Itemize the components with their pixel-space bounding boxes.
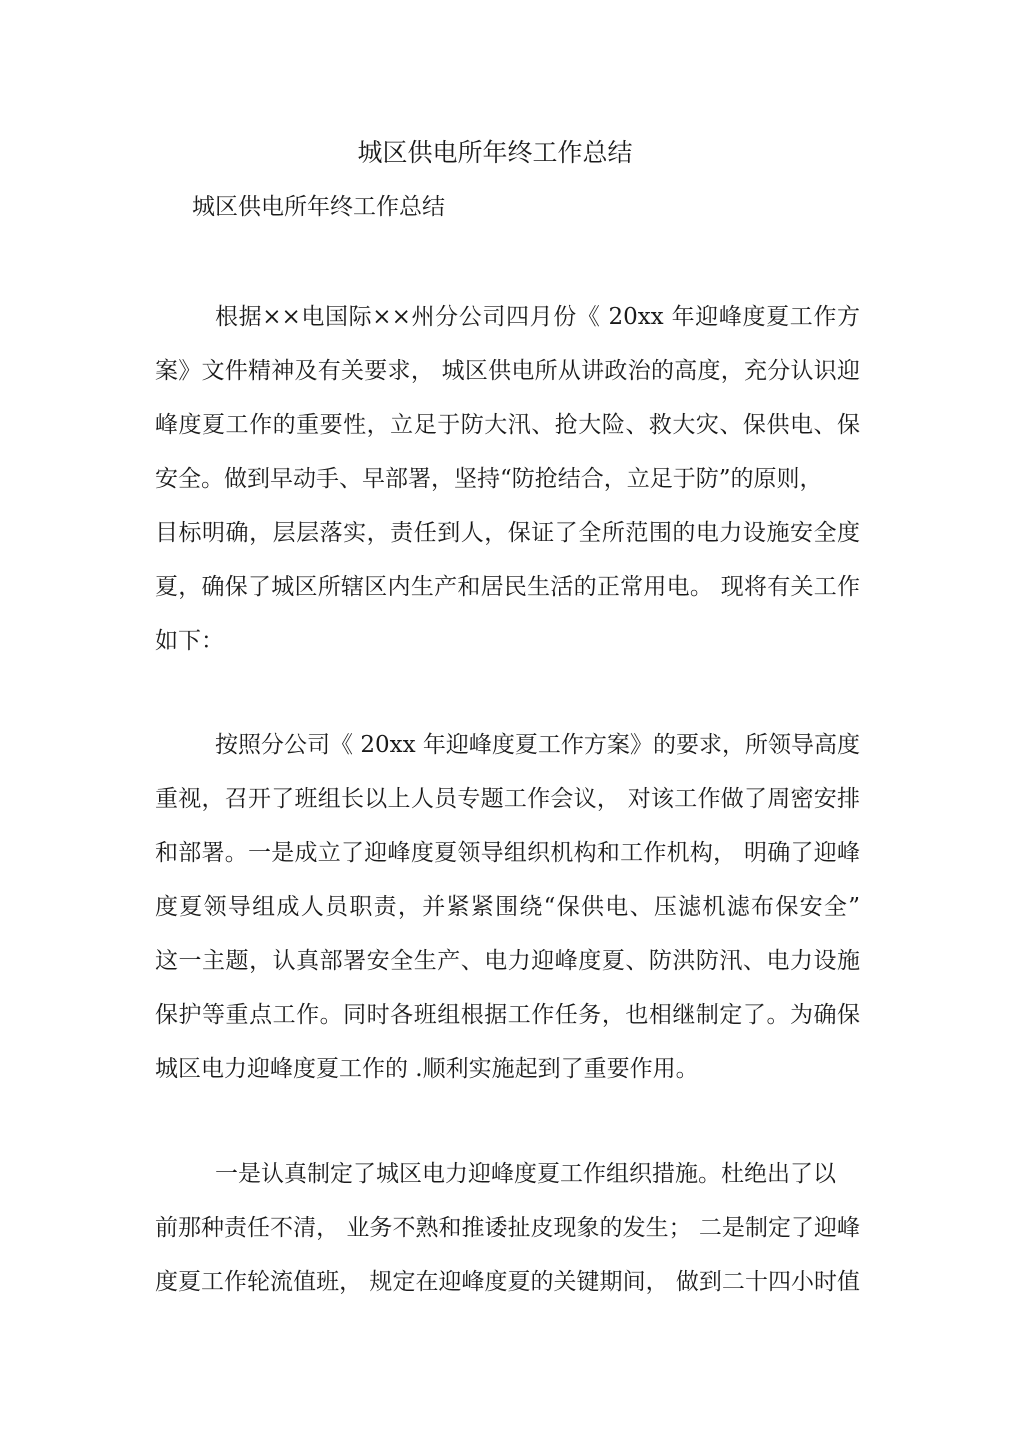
paragraph-line: 峰度夏工作的重要性，立足于防大汛、抢大险、救大灾、保供电、保 (155, 412, 860, 438)
paragraph-line: 这一主题，认真部署安全生产、电力迎峰度夏、防洪防汛、电力设施 (155, 948, 860, 974)
paragraph-1 (155, 290, 860, 668)
document-title: 城区供电所年终工作总结 (357, 138, 633, 167)
paragraph-line: 安全。做到早动手、早部署，坚持“防抢结合，立足于防”的原则， (155, 466, 823, 492)
paragraph-line: 案》文件精神及有关要求， 城区供电所从讲政治的高度，充分认识迎 (155, 358, 860, 384)
paragraph-line: 前那种责任不清， 业务不熟和推诿扯皮现象的发生； 二是制定了迎峰 (155, 1215, 860, 1241)
paragraph-line: 度夏工作轮流值班， 规定在迎峰度夏的关键期间， 做到二十四小时值 (155, 1269, 860, 1295)
paragraph-line: 目标明确，层层落实，责任到人，保证了全所范围的电力设施安全度 (155, 520, 860, 546)
paragraph-2 (155, 718, 860, 1096)
paragraph-3 (155, 1147, 860, 1309)
paragraph-line: 夏，确保了城区所辖区内生产和居民生活的正常用电。 现将有关工作 (155, 574, 860, 600)
paragraph-line: 城区电力迎峰度夏工作的 .顺利实施起到了重要作用。 (155, 1056, 699, 1082)
paragraph-line: 和部署。一是成立了迎峰度夏领导组织机构和工作机构， 明确了迎峰 (155, 840, 860, 866)
paragraph-line: 一是认真制定了城区电力迎峰度夏工作组织措施。杜绝出了以 (215, 1161, 836, 1187)
paragraph-line: 重视，召开了班组长以上人员专题工作会议， 对该工作做了周密安排 (155, 786, 860, 812)
paragraph-line: 保护等重点工作。同时各班组根据工作任务，也相继制定了。为确保 (155, 1002, 860, 1028)
paragraph-line: 如下： (155, 628, 224, 654)
paragraph-line: 根据××电国际××州分公司四月份《 20xx 年迎峰度夏工作方 (215, 304, 860, 330)
paragraph-line: 按照分公司《 20xx 年迎峰度夏工作方案》的要求，所领导高度 (215, 732, 860, 758)
document-subtitle: 城区供电所年终工作总结 (192, 194, 445, 220)
paragraph-line: 度夏领导组成人员职责，并紧紧围绕“保供电、压滤机滤布保安全” (155, 894, 860, 920)
